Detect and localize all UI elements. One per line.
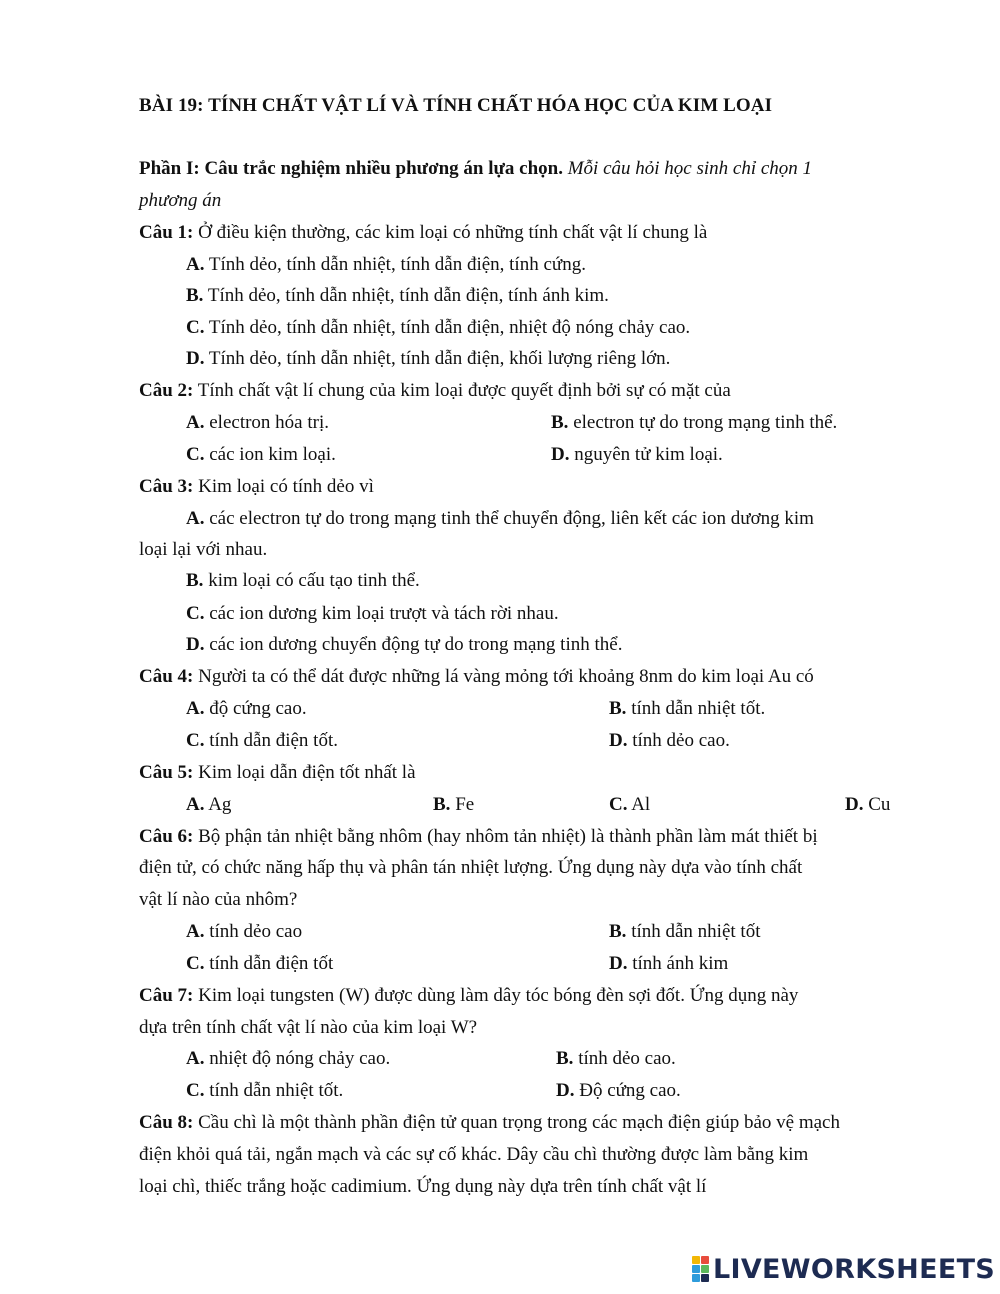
question-text: Kim loại có tính dẻo vì (198, 476, 374, 497)
question-5 (139, 761, 416, 785)
question-label: Câu 3: (139, 476, 194, 497)
q4-option-a[interactable]: A. độ cứng cao. (186, 698, 307, 719)
question-text: Tính chất vật lí chung của kim loại được quyết định bởi sự có mặt của (197, 380, 731, 401)
question-8-cont-2: loại chì, thiếc trắng hoặc cadimium. Ứng dụng này dựa trên tính chất vật lí (139, 1176, 707, 1197)
q6-option-d[interactable]: D. tính ánh kim (609, 953, 729, 974)
question-label: Câu 6: (139, 826, 194, 847)
question-label: Câu 8: (139, 1112, 194, 1133)
part1-heading-line (139, 157, 812, 181)
question-6-cont-1: điện tử, có chức năng hấp thụ và phân tán nhiệt lượng. Ứng dụng này dựa vào tính chất (139, 857, 803, 878)
logo-text: LIVEWORKSHEETS (713, 1253, 996, 1285)
question-text: Bộ phận tản nhiệt bằng nhôm (hay nhôm tản nhiệt) là thành phần làm mát thiết bị (198, 826, 818, 847)
question-text: Kim loại dẫn điện tốt nhất là (198, 762, 416, 783)
question-7 (139, 984, 798, 1008)
question-label: Câu 4: (139, 666, 194, 687)
q2-option-d[interactable]: D. nguyên tử kim loại. (551, 444, 723, 465)
q1-option-c[interactable]: C. Tính dẻo, tính dẫn nhiệt, tính dẫn điện, nhiệt độ nóng chảy cao. (186, 317, 691, 338)
page-title: BÀI 19: TÍNH CHẤT VẬT LÍ VÀ TÍNH CHẤT HÓA HỌC CỦA KIM LOẠI (139, 95, 773, 116)
part1-instruction: Mỗi câu hỏi học sinh chỉ chọn 1 (567, 158, 813, 179)
question-4 (139, 665, 814, 689)
q3-option-b[interactable]: B. kim loại có cấu tạo tinh thể. (186, 570, 420, 591)
question-6-cont-2: vật lí nào của nhôm? (139, 889, 298, 910)
q3-option-d[interactable]: D. các ion dương chuyển động tự do trong mạng tinh thể. (186, 634, 623, 655)
q5-option-b[interactable]: B. Fe (433, 794, 475, 815)
q3-option-c[interactable]: C. các ion dương kim loại trượt và tách rời nhau. (186, 603, 559, 624)
q5-option-c[interactable]: C. Al (609, 794, 651, 815)
q6-option-a[interactable]: A. tính dẻo cao (186, 921, 303, 942)
q1-option-b[interactable]: B. Tính dẻo, tính dẫn nhiệt, tính dẫn điện, tính ánh kim. (186, 285, 609, 306)
question-text: Kim loại tungsten (W) được dùng làm dây tóc bóng đèn sợi đốt. Ứng dụng này (198, 985, 799, 1006)
q7-option-c[interactable]: C. tính dẫn nhiệt tốt. (186, 1080, 344, 1101)
question-label: Câu 2: (139, 380, 194, 401)
question-8-cont-1: điện khỏi quá tải, ngắn mạch và các sự cố khác. Dây cầu chì thường được làm bằng kim (139, 1144, 809, 1165)
question-text: Ở điều kiện thường, các kim loại có những tính chất vật lí chung là (198, 222, 708, 243)
q3-option-a[interactable]: A. các electron tự do trong mạng tinh thể chuyển động, liên kết các ion dương kim (186, 508, 814, 529)
question-label: Câu 1: (139, 222, 194, 243)
question-label: Câu 5: (139, 762, 194, 783)
question-label: Câu 7: (139, 985, 194, 1006)
liveworksheets-logo (692, 1252, 995, 1286)
q4-option-c[interactable]: C. tính dẫn điện tốt. (186, 730, 338, 751)
question-text: Cầu chì là một thành phần điện tử quan trọng trong các mạch điện giúp bảo vệ mạch (198, 1112, 840, 1133)
q5-option-d[interactable]: D. Cu (845, 794, 891, 815)
part1-heading: Phần I: Câu trắc nghiệm nhiều phương án lựa chọn. (139, 158, 563, 179)
q1-option-a[interactable]: A. Tính dẻo, tính dẫn nhiệt, tính dẫn điện, tính cứng. (186, 254, 586, 275)
question-8 (139, 1111, 840, 1135)
q7-option-a[interactable]: A. nhiệt độ nóng chảy cao. (186, 1048, 391, 1069)
question-6 (139, 825, 818, 849)
q2-option-a[interactable]: A. electron hóa trị. (186, 412, 329, 433)
q6-option-c[interactable]: C. tính dẫn điện tốt (186, 953, 334, 974)
question-7-cont: dựa trên tính chất vật lí nào của kim loại W? (139, 1017, 478, 1038)
q4-option-d[interactable]: D. tính dẻo cao. (609, 730, 730, 751)
q1-option-d[interactable]: D. Tính dẻo, tính dẫn nhiệt, tính dẫn điện, khối lượng riêng lớn. (186, 348, 671, 369)
question-3 (139, 475, 374, 499)
q2-option-c[interactable]: C. các ion kim loại. (186, 444, 336, 465)
question-1 (139, 221, 707, 245)
q7-option-b[interactable]: B. tính dẻo cao. (556, 1048, 676, 1069)
q6-option-b[interactable]: B. tính dẫn nhiệt tốt (609, 921, 761, 942)
q4-option-b[interactable]: B. tính dẫn nhiệt tốt. (609, 698, 766, 719)
q7-option-d[interactable]: D. Độ cứng cao. (556, 1080, 681, 1101)
question-text: Người ta có thể dát được những lá vàng mỏng tới khoảng 8nm do kim loại Au có (198, 666, 814, 687)
question-2 (139, 379, 731, 403)
q5-option-a[interactable]: A. Ag (186, 794, 232, 815)
q3-option-a-cont: loại lại với nhau. (139, 539, 268, 560)
part1-instruction-cont: phương án (139, 190, 222, 211)
q2-option-b[interactable]: B. electron tự do trong mạng tinh thể. (551, 412, 838, 433)
logo-grid-icon (692, 1256, 709, 1282)
